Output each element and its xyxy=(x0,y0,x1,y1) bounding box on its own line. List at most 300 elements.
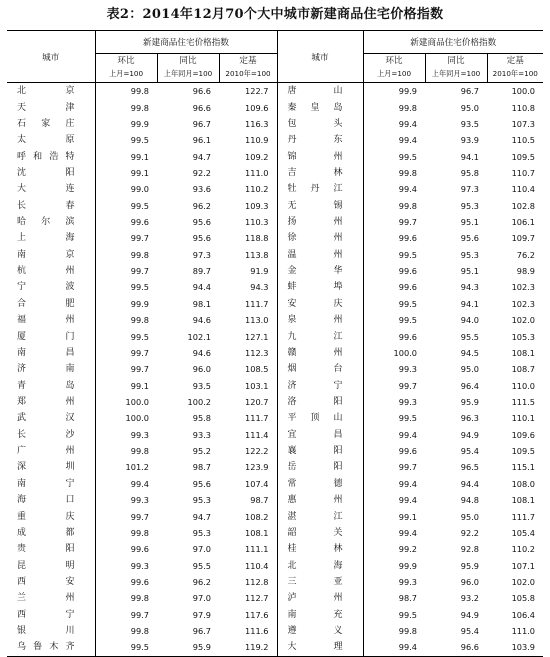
value-mom-right: 99.5 xyxy=(398,413,417,424)
group-header-left: 新建商品住宅价格指数 xyxy=(95,31,277,54)
value-mom-left: 99.1 xyxy=(130,151,149,162)
value-mom-right: 99.6 xyxy=(398,266,417,277)
value-yoy-right: 94.9 xyxy=(460,609,479,620)
value-yoy-left: 95.6 xyxy=(192,478,211,489)
value-fixed-right: 111.0 xyxy=(511,626,536,637)
value-mom-right: 99.6 xyxy=(398,233,417,244)
mom-sub-right: 上月=100 xyxy=(363,69,425,83)
value-fixed-right: 106.4 xyxy=(511,609,536,620)
value-yoy-left: 94.6 xyxy=(192,347,211,358)
city-name-left: 哈 尔 滨 xyxy=(7,214,95,230)
value-fixed-right: 108.0 xyxy=(511,478,536,489)
city-name-right: 岳 阳 xyxy=(277,459,363,475)
value-fixed-right: 102.3 xyxy=(511,282,536,293)
city-name-left: 南 昌 xyxy=(7,345,95,361)
city-name-right: 扬 州 xyxy=(277,214,363,230)
value-yoy-right: 96.5 xyxy=(460,462,479,473)
value-fixed-right: 109.6 xyxy=(511,429,536,440)
value-fixed-right: 105.4 xyxy=(511,527,536,538)
city-name-right: 唐 山 xyxy=(277,83,363,100)
city-name-right: 徐 州 xyxy=(277,230,363,246)
value-fixed-left: 112.8 xyxy=(245,576,269,587)
value-fixed-left: 111.7 xyxy=(245,413,269,424)
value-yoy-left: 96.0 xyxy=(192,364,211,375)
value-yoy-left: 97.3 xyxy=(192,249,211,260)
value-fixed-right: 111.5 xyxy=(511,397,536,407)
value-fixed-left: 113.0 xyxy=(245,315,269,326)
city-name-left: 西 安 xyxy=(7,574,95,590)
value-mom-left: 99.6 xyxy=(130,544,149,555)
value-yoy-left: 95.8 xyxy=(192,413,211,424)
value-fixed-right: 105.3 xyxy=(511,331,536,342)
table-row xyxy=(7,312,543,328)
city-header-left: 城市 xyxy=(7,31,95,83)
value-yoy-left: 96.7 xyxy=(192,626,211,637)
city-name-right: 三 亚 xyxy=(277,574,363,590)
city-name-left: 福 州 xyxy=(7,312,95,328)
value-fixed-right: 105.8 xyxy=(511,593,536,604)
table-row xyxy=(7,361,543,377)
city-name-left: 郑 州 xyxy=(7,394,95,410)
table-row xyxy=(7,181,543,197)
value-fixed-left: 122.7 xyxy=(245,86,269,97)
city-name-right: 襄 阳 xyxy=(277,443,363,459)
value-mom-right: 99.9 xyxy=(398,560,417,571)
table-row xyxy=(7,476,543,492)
value-yoy-left: 96.7 xyxy=(192,118,211,129)
city-header-right: 城市 xyxy=(277,31,363,83)
value-mom-left: 99.5 xyxy=(130,135,149,146)
value-yoy-right: 93.2 xyxy=(460,593,479,604)
value-fixed-left: 110.9 xyxy=(245,135,269,146)
table-row xyxy=(7,214,543,230)
value-mom-left: 99.8 xyxy=(130,527,149,538)
city-name-right: 常 德 xyxy=(277,476,363,492)
value-fixed-left: 91.9 xyxy=(250,266,269,277)
value-yoy-right: 95.1 xyxy=(460,217,479,228)
value-fixed-right: 103.9 xyxy=(487,639,543,656)
value-yoy-left: 96.1 xyxy=(192,135,211,146)
city-name-right: 丹 东 xyxy=(277,132,363,148)
city-name-right: 吉 林 xyxy=(277,165,363,181)
value-mom-right: 99.4 xyxy=(398,527,417,538)
table-row xyxy=(7,525,543,541)
value-yoy-left: 95.3 xyxy=(192,527,211,538)
value-mom-left: 101.2 xyxy=(125,462,149,473)
value-fixed-right: 115.1 xyxy=(511,462,536,473)
value-mom-right: 99.6 xyxy=(398,331,417,342)
city-name-right: 锦 州 xyxy=(277,148,363,164)
city-name-right: 金 华 xyxy=(277,263,363,279)
yoy-sub-left: 上年同月=100 xyxy=(157,69,219,83)
value-mom-right: 99.7 xyxy=(398,380,417,391)
value-yoy-right: 97.3 xyxy=(460,184,479,195)
city-name-right: 大 理 xyxy=(277,639,363,656)
value-yoy-left: 95.5 xyxy=(192,560,211,571)
value-mom-left: 99.8 xyxy=(130,102,149,113)
value-fixed-right: 100.0 xyxy=(511,86,536,97)
value-yoy-left: 97.9 xyxy=(192,609,211,620)
value-mom-left: 99.3 xyxy=(130,560,149,571)
city-name-right: 蚌 埠 xyxy=(277,279,363,295)
value-yoy-left: 95.9 xyxy=(157,639,219,656)
city-name-left: 杭 州 xyxy=(7,263,95,279)
value-yoy-left: 94.7 xyxy=(192,511,211,522)
value-fixed-right: 110.4 xyxy=(511,184,536,195)
table-title: 表2：2014年12月70个大中城市新建商品住宅价格指数 xyxy=(106,7,444,22)
value-yoy-right: 94.4 xyxy=(460,478,479,489)
table-row xyxy=(7,165,543,181)
table-row xyxy=(7,590,543,606)
value-mom-right: 99.8 xyxy=(398,200,417,211)
value-fixed-right: 108.1 xyxy=(511,347,536,358)
value-mom-right: 99.3 xyxy=(398,576,417,587)
city-name-right: 湛 江 xyxy=(277,508,363,524)
value-mom-right: 99.6 xyxy=(398,446,417,457)
mom-header-right: 环比 xyxy=(385,56,403,66)
value-yoy-right: 95.1 xyxy=(460,266,479,277)
value-mom-left: 99.8 xyxy=(130,86,149,97)
city-name-left: 海 口 xyxy=(7,492,95,508)
city-name-right: 牡 丹 江 xyxy=(277,181,363,197)
value-fixed-right: 102.0 xyxy=(511,576,536,587)
value-mom-left: 99.8 xyxy=(130,249,149,260)
value-fixed-right: 76.2 xyxy=(516,249,536,260)
value-yoy-right: 95.0 xyxy=(460,102,479,113)
value-fixed-right: 102.8 xyxy=(511,200,536,211)
value-fixed-left: 108.2 xyxy=(245,511,269,522)
value-fixed-left: 109.6 xyxy=(245,102,269,113)
city-name-left: 石 家 庄 xyxy=(7,116,95,132)
fixed-sub-left: 2010年=100 xyxy=(219,69,277,83)
value-mom-left: 99.3 xyxy=(130,495,149,506)
value-mom-left: 99.6 xyxy=(130,576,149,587)
value-yoy-right: 94.0 xyxy=(460,315,479,326)
value-yoy-left: 93.3 xyxy=(192,429,211,440)
value-mom-right: 99.4 xyxy=(398,495,417,506)
city-name-left: 沈 阳 xyxy=(7,165,95,181)
value-yoy-right: 95.4 xyxy=(460,446,479,457)
value-yoy-left: 95.6 xyxy=(192,217,211,228)
city-name-right: 宜 昌 xyxy=(277,427,363,443)
value-yoy-right: 94.8 xyxy=(460,495,479,506)
value-mom-right: 98.7 xyxy=(398,593,417,604)
value-mom-left: 99.4 xyxy=(130,478,149,489)
value-fixed-left: 112.7 xyxy=(245,593,269,604)
fixed-sub-right: 2010年=100 xyxy=(487,69,543,83)
value-mom-right: 99.5 xyxy=(398,151,417,162)
table-row xyxy=(7,607,543,623)
value-mom-right: 99.8 xyxy=(398,167,417,178)
value-yoy-right: 94.5 xyxy=(460,347,479,358)
value-mom-right: 99.4 xyxy=(363,639,425,656)
value-mom-right: 99.5 xyxy=(398,249,417,260)
value-fixed-right: 107.1 xyxy=(511,560,536,571)
value-yoy-left: 89.7 xyxy=(192,266,211,277)
value-yoy-right: 96.7 xyxy=(460,86,479,97)
table-row xyxy=(7,99,543,115)
city-name-right: 九 江 xyxy=(277,328,363,344)
mom-header-left: 环比 xyxy=(117,56,135,66)
city-name-left: 西 宁 xyxy=(7,607,95,623)
value-fixed-left: 123.9 xyxy=(245,462,269,473)
city-name-left: 上 海 xyxy=(7,230,95,246)
value-yoy-right: 92.2 xyxy=(460,527,479,538)
value-mom-left: 100.0 xyxy=(125,413,149,424)
value-yoy-left: 94.7 xyxy=(192,151,211,162)
value-fixed-left: 94.3 xyxy=(250,282,269,293)
city-name-left: 乌鲁木齐 xyxy=(7,639,95,656)
value-mom-left: 99.5 xyxy=(95,639,157,656)
city-name-right: 无 锡 xyxy=(277,198,363,214)
value-mom-right: 100.0 xyxy=(393,347,417,358)
value-yoy-right: 96.6 xyxy=(425,639,487,656)
city-name-left: 成 都 xyxy=(7,525,95,541)
table-row xyxy=(7,508,543,524)
value-mom-left: 99.7 xyxy=(130,609,149,620)
city-name-left: 武 汉 xyxy=(7,410,95,426)
city-name-left: 兰 州 xyxy=(7,590,95,606)
value-fixed-right: 102.3 xyxy=(511,298,536,309)
value-mom-right: 99.1 xyxy=(398,511,417,522)
value-fixed-left: 112.3 xyxy=(245,347,269,358)
value-mom-right: 99.4 xyxy=(398,478,417,489)
value-fixed-left: 117.6 xyxy=(245,609,269,620)
price-index-table xyxy=(7,30,543,657)
value-yoy-right: 96.4 xyxy=(460,380,479,391)
value-yoy-left: 95.3 xyxy=(192,495,211,506)
value-mom-left: 99.9 xyxy=(130,118,149,129)
value-yoy-right: 95.4 xyxy=(460,626,479,637)
city-name-left: 深 圳 xyxy=(7,459,95,475)
value-yoy-right: 93.9 xyxy=(460,135,479,146)
value-yoy-left: 96.6 xyxy=(192,102,211,113)
value-yoy-left: 94.4 xyxy=(192,282,211,293)
value-fixed-left: 111.1 xyxy=(245,544,269,555)
table-row xyxy=(7,574,543,590)
value-fixed-right: 109.7 xyxy=(511,233,536,244)
value-mom-right: 99.2 xyxy=(398,544,417,555)
value-yoy-left: 95.6 xyxy=(192,233,211,244)
city-name-right: 安 庆 xyxy=(277,296,363,312)
table-row xyxy=(7,132,543,148)
value-mom-right: 99.5 xyxy=(398,315,417,326)
table-body xyxy=(7,83,543,657)
table-row xyxy=(7,623,543,639)
city-name-right: 包 头 xyxy=(277,116,363,132)
table-row xyxy=(7,557,543,573)
value-fixed-right: 106.1 xyxy=(511,217,536,228)
table-row xyxy=(7,116,543,132)
value-fixed-left: 110.3 xyxy=(245,217,269,228)
value-yoy-right: 95.8 xyxy=(460,167,479,178)
value-yoy-left: 93.6 xyxy=(192,184,211,195)
value-yoy-right: 95.9 xyxy=(460,397,479,407)
city-name-left: 天 津 xyxy=(7,99,95,115)
value-yoy-right: 93.5 xyxy=(460,118,479,129)
city-name-right: 洛 阳 xyxy=(277,394,363,410)
value-fixed-left: 108.5 xyxy=(245,364,269,375)
value-mom-right: 99.3 xyxy=(398,364,417,375)
value-yoy-left: 95.2 xyxy=(192,446,211,457)
value-mom-left: 99.5 xyxy=(130,282,149,293)
value-fixed-left: 118.8 xyxy=(245,233,269,244)
fixed-header-left: 定基 xyxy=(219,54,277,70)
city-name-right: 桂 林 xyxy=(277,541,363,557)
value-yoy-left: 98.7 xyxy=(192,462,211,473)
value-yoy-right: 96.3 xyxy=(460,413,479,424)
value-yoy-right: 95.5 xyxy=(460,331,479,342)
value-yoy-left: 97.0 xyxy=(192,544,211,555)
table-row xyxy=(7,427,543,443)
value-fixed-right: 110.1 xyxy=(511,413,536,424)
value-mom-left: 99.7 xyxy=(130,233,149,244)
value-mom-left: 99.8 xyxy=(130,315,149,326)
value-fixed-right: 98.9 xyxy=(516,266,536,277)
value-mom-left: 99.9 xyxy=(130,298,149,309)
group-header-right: 新建商品住宅价格指数 xyxy=(363,31,543,54)
city-name-left: 长 沙 xyxy=(7,427,95,443)
table-row xyxy=(7,443,543,459)
table-row xyxy=(7,247,543,263)
value-mom-left: 99.1 xyxy=(130,380,149,391)
city-name-left: 广 州 xyxy=(7,443,95,459)
value-fixed-left: 111.4 xyxy=(245,429,269,440)
yoy-header-left: 同比 xyxy=(157,54,219,70)
value-yoy-right: 94.1 xyxy=(460,298,479,309)
value-fixed-left: 113.8 xyxy=(245,249,269,260)
mom-sub-left: 上月=100 xyxy=(95,69,157,83)
value-yoy-right: 96.0 xyxy=(460,576,479,587)
value-mom-right: 99.8 xyxy=(398,102,417,113)
city-name-right: 遵 义 xyxy=(277,623,363,639)
city-name-right: 温 州 xyxy=(277,247,363,263)
value-fixed-right: 110.0 xyxy=(511,380,536,391)
table-row xyxy=(7,345,543,361)
value-yoy-left: 100.2 xyxy=(187,397,211,407)
value-fixed-left: 111.0 xyxy=(245,167,269,178)
city-name-right: 泸 州 xyxy=(277,590,363,606)
value-mom-left: 99.5 xyxy=(130,331,149,342)
value-fixed-left: 120.7 xyxy=(245,397,269,407)
value-fixed-left: 127.1 xyxy=(245,331,269,342)
city-name-left: 昆 明 xyxy=(7,557,95,573)
value-yoy-right: 95.3 xyxy=(460,200,479,211)
city-name-left: 南 京 xyxy=(7,247,95,263)
value-fixed-right: 108.7 xyxy=(511,364,536,375)
city-name-left: 厦 门 xyxy=(7,328,95,344)
city-name-right: 平 顶 山 xyxy=(277,410,363,426)
table-row xyxy=(7,83,543,100)
value-mom-right: 99.6 xyxy=(398,282,417,293)
value-fixed-left: 109.2 xyxy=(245,151,269,162)
value-fixed-left: 116.3 xyxy=(245,118,269,129)
value-mom-left: 99.7 xyxy=(130,364,149,375)
value-yoy-left: 96.6 xyxy=(192,86,211,97)
table-row xyxy=(7,296,543,312)
value-fixed-right: 108.1 xyxy=(511,495,536,506)
value-fixed-left: 119.2 xyxy=(219,639,277,656)
city-name-left: 重 庆 xyxy=(7,508,95,524)
value-mom-right: 99.7 xyxy=(398,462,417,473)
value-yoy-right: 95.0 xyxy=(460,364,479,375)
value-fixed-left: 110.4 xyxy=(245,560,269,571)
value-fixed-right: 109.5 xyxy=(511,446,536,457)
value-mom-right: 99.7 xyxy=(398,217,417,228)
value-fixed-right: 110.8 xyxy=(511,102,536,113)
city-name-left: 青 岛 xyxy=(7,377,95,393)
fixed-header-right: 定基 xyxy=(487,54,543,70)
city-name-right: 赣 州 xyxy=(277,345,363,361)
table-row xyxy=(7,198,543,214)
value-fixed-right: 110.7 xyxy=(511,167,536,178)
city-name-left: 呼和浩特 xyxy=(7,148,95,164)
value-yoy-left: 98.1 xyxy=(192,298,211,309)
city-name-left: 合 肥 xyxy=(7,296,95,312)
value-mom-left: 99.8 xyxy=(130,446,149,457)
value-mom-right: 99.5 xyxy=(398,298,417,309)
value-yoy-left: 93.5 xyxy=(192,380,211,391)
value-fixed-right: 110.2 xyxy=(511,544,536,555)
value-mom-left: 99.5 xyxy=(130,200,149,211)
value-mom-left: 99.8 xyxy=(130,593,149,604)
yoy-sub-right: 上年同月=100 xyxy=(425,69,487,83)
city-name-left: 北 京 xyxy=(7,83,95,100)
table-row xyxy=(7,279,543,295)
value-fixed-right: 109.5 xyxy=(511,151,536,162)
value-fixed-left: 103.1 xyxy=(245,380,269,391)
value-mom-right: 99.4 xyxy=(398,118,417,129)
value-yoy-right: 94.3 xyxy=(460,282,479,293)
value-fixed-left: 122.2 xyxy=(245,446,269,457)
value-yoy-left: 92.2 xyxy=(192,167,211,178)
table-row xyxy=(7,148,543,164)
value-mom-right: 99.4 xyxy=(398,135,417,146)
value-mom-left: 99.7 xyxy=(130,347,149,358)
city-name-right: 韶 关 xyxy=(277,525,363,541)
value-fixed-left: 109.3 xyxy=(245,200,269,211)
value-fixed-left: 108.1 xyxy=(245,527,269,538)
city-name-right: 南 充 xyxy=(277,607,363,623)
city-name-right: 惠 州 xyxy=(277,492,363,508)
value-yoy-left: 94.6 xyxy=(192,315,211,326)
value-fixed-right: 102.0 xyxy=(511,315,536,326)
table-row xyxy=(7,459,543,475)
value-mom-right: 99.8 xyxy=(398,626,417,637)
value-fixed-left: 111.7 xyxy=(245,298,269,309)
value-yoy-right: 95.6 xyxy=(460,233,479,244)
value-mom-left: 99.0 xyxy=(130,184,149,195)
value-mom-right: 99.4 xyxy=(398,184,417,195)
value-yoy-right: 94.1 xyxy=(460,151,479,162)
value-yoy-left: 96.2 xyxy=(192,200,211,211)
table-row xyxy=(7,639,543,656)
value-mom-left: 99.3 xyxy=(130,429,149,440)
value-yoy-left: 97.0 xyxy=(192,593,211,604)
value-yoy-right: 95.3 xyxy=(460,249,479,260)
city-name-right: 泉 州 xyxy=(277,312,363,328)
value-mom-right: 99.9 xyxy=(398,86,417,97)
value-fixed-left: 111.6 xyxy=(245,626,269,637)
table-row xyxy=(7,230,543,246)
value-yoy-left: 96.2 xyxy=(192,576,211,587)
value-mom-right: 99.3 xyxy=(398,397,417,407)
city-name-left: 南 宁 xyxy=(7,476,95,492)
yoy-header-right: 同比 xyxy=(425,54,487,70)
value-mom-left: 100.0 xyxy=(125,397,149,407)
city-name-left: 宁 波 xyxy=(7,279,95,295)
value-mom-left: 99.7 xyxy=(130,266,149,277)
